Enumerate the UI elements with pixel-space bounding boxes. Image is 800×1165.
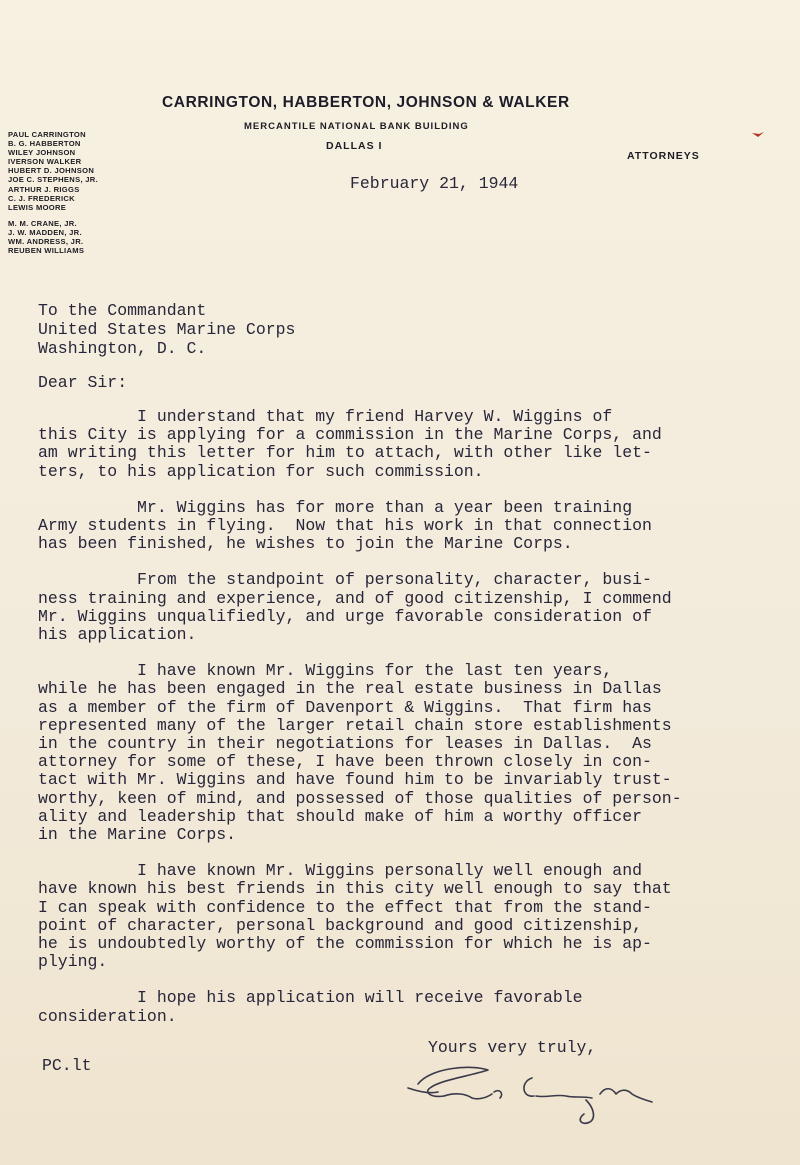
- typist-initials: PC.lt: [42, 1056, 92, 1075]
- body-paragraph: I have known Mr. Wiggins personally well enough and have known his best friends in this city well enough to say that I can speak with confidence to the effect that from the stand- point of character, personal background and good citizenship, he is undoubtedly worthy of the commission for which he is ap- plying.: [38, 861, 672, 972]
- recipient-line: Washington, D. C.: [38, 339, 207, 358]
- closing: Yours very truly,: [428, 1038, 597, 1057]
- partner-name: B. G. HABBERTON: [8, 139, 81, 149]
- recipient-line: United States Marine Corps: [38, 320, 296, 339]
- partner-name: WILEY JOHNSON: [8, 148, 76, 158]
- body-paragraph: From the standpoint of personality, character, busi- ness training and experience, and of good citizenship, I commend Mr. Wiggins unqualifiedly, and urge favorable consideration of his application.: [38, 570, 672, 645]
- associate-name: WM. ANDRESS, JR.: [8, 237, 84, 247]
- body-paragraph: I hope his application will receive favorable consideration.: [38, 988, 583, 1026]
- associate-name: J. W. MADDEN, JR.: [8, 227, 82, 237]
- associate-name: M. M. CRANE, JR.: [8, 218, 77, 228]
- partners-list: [8, 130, 98, 255]
- city-line: DALLAS I: [326, 140, 383, 152]
- red-check-mark-icon: [752, 132, 764, 138]
- recipient-address: [38, 301, 295, 358]
- body-paragraph: Mr. Wiggins has for more than a year been training Army students in flying. Now that his work in that connection has been finished, he wishes to join the Marine Corps.: [38, 497, 652, 554]
- body-paragraph: I understand that my friend Harvey W. Wiggins of this City is applying for a commission in the Marine Corps, and am writing this letter for him to attach, with other like let- ters, to his application for such commission.: [38, 407, 662, 481]
- letter-body: [38, 408, 758, 1044]
- partner-name: LEWIS MOORE: [8, 202, 67, 212]
- partner-name: IVERSON WALKER: [8, 157, 82, 167]
- building-address: MERCANTILE NATIONAL BANK BUILDING: [244, 121, 469, 132]
- partner-name: JOE C. STEPHENS, JR.: [8, 175, 98, 185]
- role-label: ATTORNEYS: [627, 150, 700, 162]
- letter-date: February 21, 1944: [350, 174, 519, 193]
- partner-name: PAUL CARRINGTON: [8, 130, 86, 139]
- partner-name: HUBERT D. JOHNSON: [8, 166, 95, 176]
- salutation: Dear Sir:: [38, 373, 128, 392]
- body-paragraph: I have known Mr. Wiggins for the last ten years, while he has been engaged in the real estate business in Dallas as a member of the firm of Davenport & Wiggins. That firm has represented many of the larger retail chain store establishments in the country in their negotiations for leases in Dallas. As attorney for some of these, I have been thrown closely in con- tact with Mr. Wiggins and have found him to be invariably trust- worthy, keen of mind, and possessed of those qualities of person- ality and leadership that should make of him a worthy officer in the Marine Corps.: [38, 661, 682, 845]
- associate-name: REUBEN WILLIAMS: [8, 246, 85, 256]
- partner-name: ARTHUR J. RIGGS: [8, 184, 80, 194]
- recipient-line: To the Commandant: [38, 301, 207, 320]
- partner-name: C. J. FREDERICK: [8, 193, 75, 203]
- firm-name: CARRINGTON, HABBERTON, JOHNSON & WALKER: [162, 94, 570, 111]
- handwritten-signature: [400, 1058, 660, 1128]
